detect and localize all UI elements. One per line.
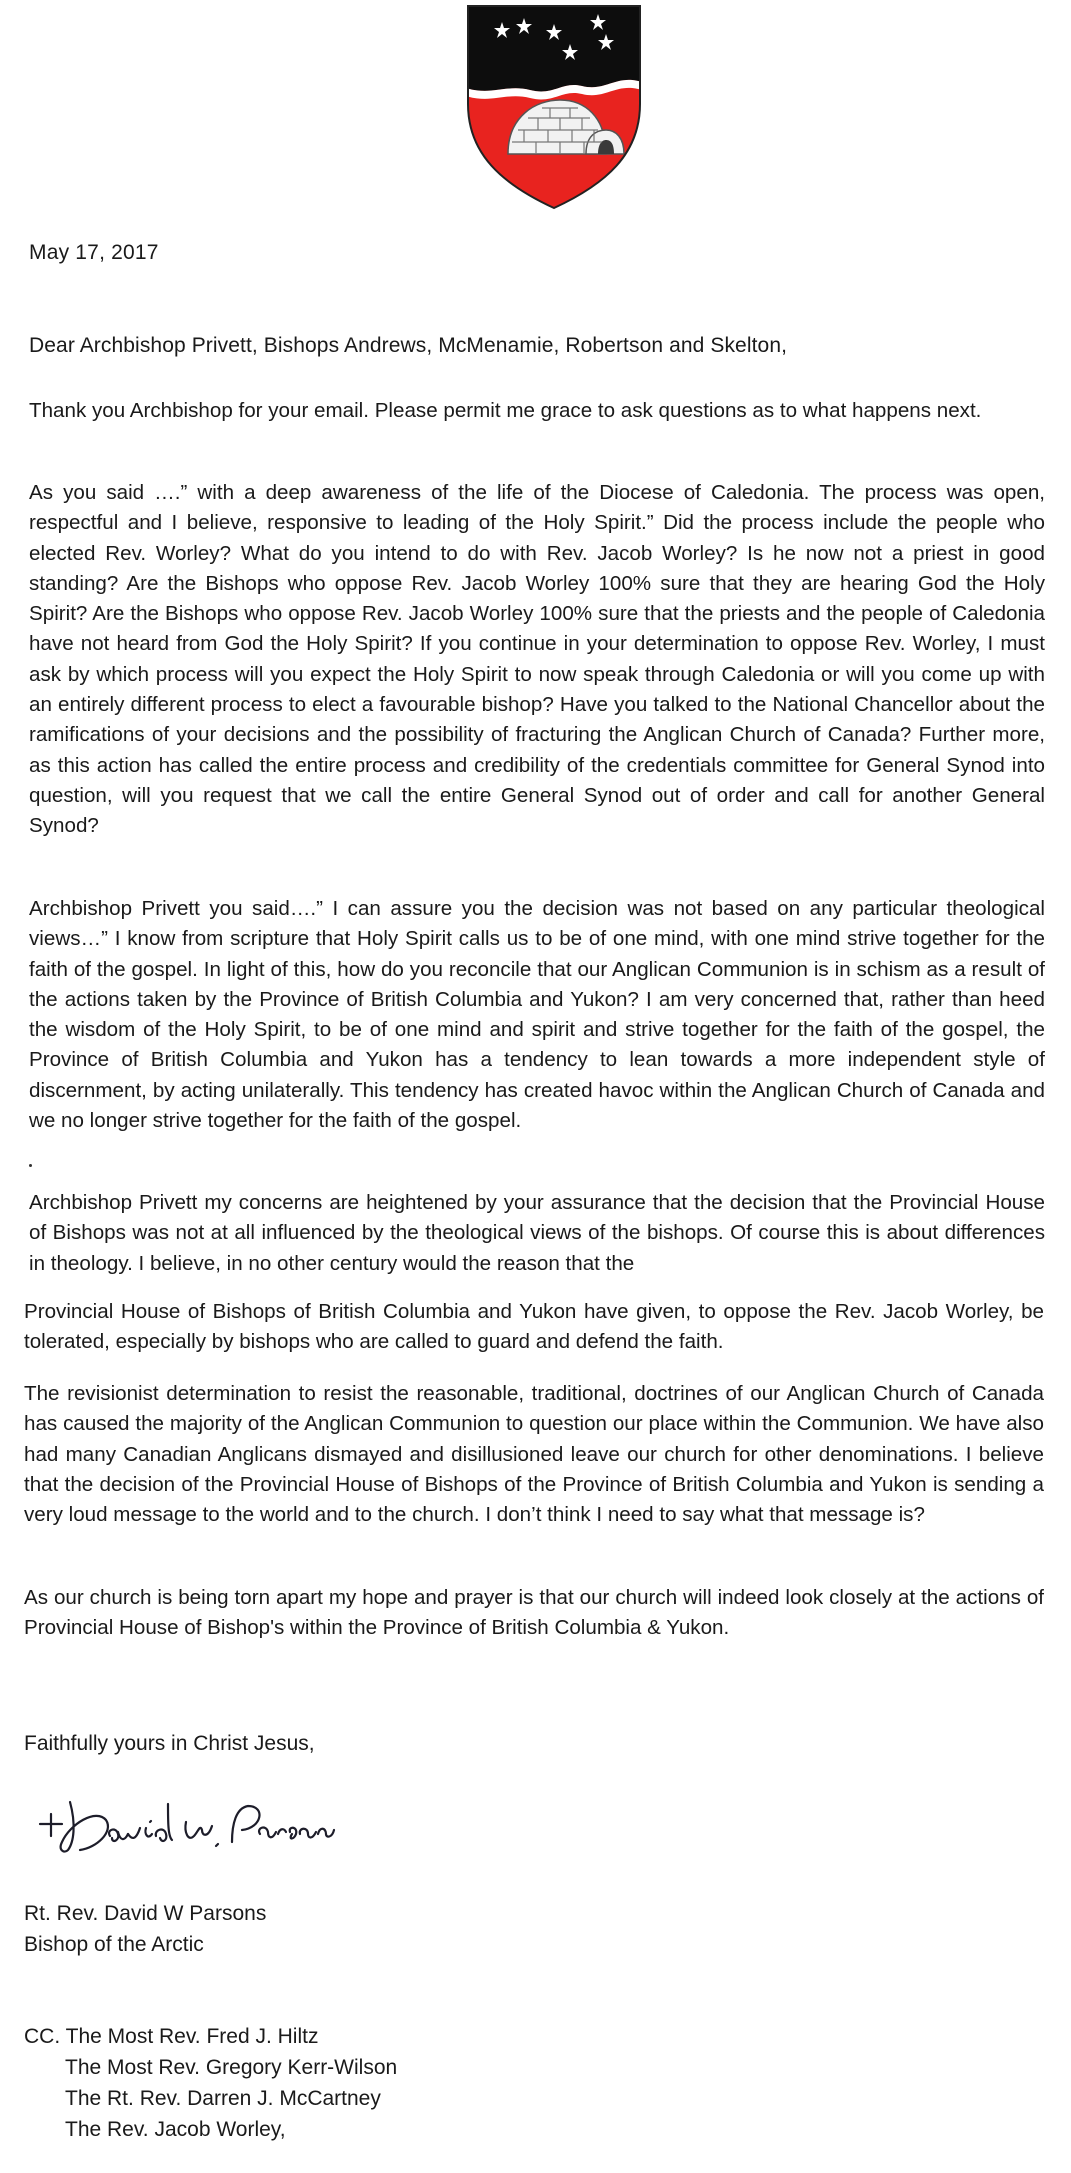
paragraph-3: Archbishop Privett you said….” I can assure you the decision was not based on any particular theological views…” I know from scripture that Holy Spirit calls us to be of one mind, with one mind strive together for the faith of the gospel. In light of this, how do you reconcile that our Anglican Communion is in schism as a result of the actions taken by the Province of British Columbia and Yukon? I am very concerned that, rather than heed the wisdom of the Holy Spirit, to be of one mind and spirit and strive together for the faith of the gospel, the Province of British Columbia and Yukon has a tendency to lean towards a more independent style of discernment, by acting unilaterally. This tendency has created havoc within the Anglican Church of Canada and we no longer strive together for the faith of the gospel. <box>29 897 1045 1133</box>
paragraph-5: Provincial House of Bishops of British Columbia and Yukon have given, to oppose the Rev. Jacob Worley, be tolerated, especially by bishops who are called to guard and defend the faith. <box>24 1300 1044 1354</box>
paragraph-2: As you said ….” with a deep awareness of the life of the Diocese of Caledonia. The process was open, respectful and I believe, responsive to leading of the Holy Spirit.” Did the process include the people who elected Rev. Worley? What do you intend to do with Rev. Jacob Worley? Is he now not a priest in good standing? Are the Bishops who oppose Rev. Jacob Worley 100% sure that they are hearing God the Holy Spirit? Are the Bishops who oppose Rev. Jacob Worley 100% sure that the priests and the people of Caledonia have not heard from God the Holy Spirit? If you continue in your determination to oppose Rev. Worley, I must ask by which process will you expect the Holy Spirit to now speak through Caledonia or will you come up with an entirely different process to elect a favourable bishop? Have you talked to the National Chancellor about the ramifications of your decisions and the possibility of fracturing the Anglican Church of Canada? Further more, as this action has called the entire process and credibility of the credentials committee for General Synod into question, will you request that we call the entire General Synod out of order and call for another General Synod? <box>29 481 1045 838</box>
paragraph-7: As our church is being torn apart my hope and prayer is that our church will indeed look closely at the actions of Provincial House of Bishop's within the Province of British Columbia & Yukon. <box>24 1586 1044 1640</box>
cc-line: The Rev. Jacob Worley, <box>65 2118 286 2141</box>
handwritten-signature <box>36 1784 336 1864</box>
paragraph-1: Thank you Archbishop for your email. Please permit me grace to ask questions as to what happens next. <box>29 399 982 422</box>
signer-title: Bishop of the Arctic <box>24 1933 204 1956</box>
cc-line: CC. The Most Rev. Fred J. Hiltz <box>24 2025 319 2048</box>
cc-list <box>24 2021 397 2145</box>
salutation: Dear Archbishop Privett, Bishops Andrews, McMenamie, Robertson and Skelton, <box>29 334 788 357</box>
paragraph-4: Archbishop Privett my concerns are heightened by your assurance that the decision that the Provincial House of Bishops was not at all influenced by the theological views of the bishops. Of course this is about differences in theology. I believe, in no other century would the reason that the <box>29 1191 1045 1275</box>
stray-mark <box>29 1164 32 1167</box>
letter-date: May 17, 2017 <box>29 241 159 264</box>
closing-line: Faithfully yours in Christ Jesus, <box>24 1732 315 1755</box>
cc-line: The Rt. Rev. Darren J. McCartney <box>65 2087 381 2110</box>
cc-line: The Most Rev. Gregory Kerr-Wilson <box>65 2056 398 2079</box>
paragraph-6: The revisionist determination to resist the reasonable, traditional, doctrines of our Anglican Church of Canada has caused the majority of the Anglican Communion to question our place within the Communion. We have also had many Canadian Anglicans dismayed and disillusioned leave our church for other denominations. I believe that the decision of the Provincial House of Bishops of the Province of British Columbia and Yukon is sending a very loud message to the world and to the church. I don’t think I need to say what that message is? <box>24 1382 1044 1527</box>
signer-name: Rt. Rev. David W Parsons <box>24 1902 267 1925</box>
signer-block <box>24 1898 266 1960</box>
diocese-crest-icon <box>466 4 642 212</box>
